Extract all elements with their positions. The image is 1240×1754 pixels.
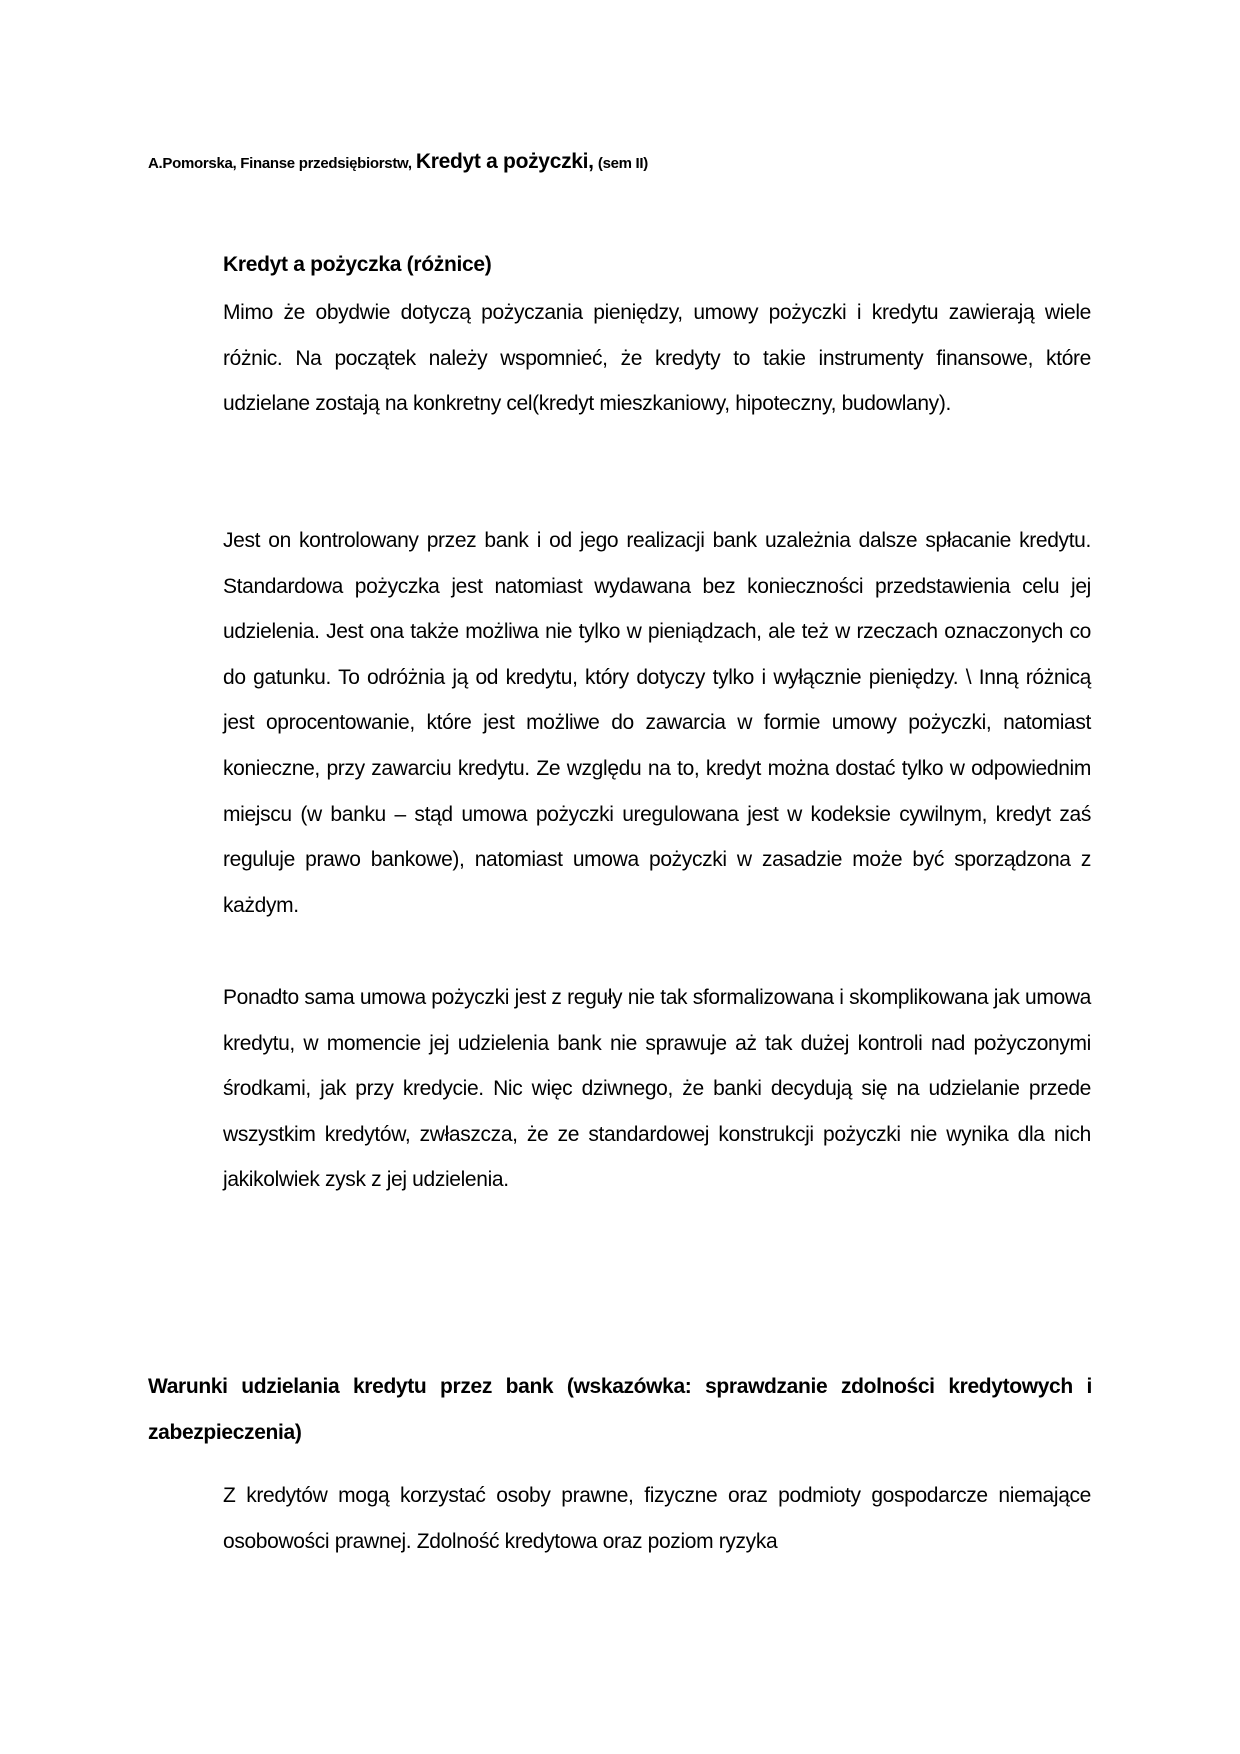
paragraph-differences-intro: Mimo że obydwie dotyczą pożyczania pieniędzy, umowy pożyczki i kredytu zawierają wiele różnic. Na początek należy wspomnieć, że kredyty to takie instrumenty finansowe, które udzielane zostają na konkretny cel(kredyt mieszkaniowy, hipoteczny, budowlany). (223, 301, 1091, 416)
section-heading-credit-conditions: Warunki udzielania kredytu przez bank (wskazówka: sprawdzanie zdolności kredytowych i zabezpieczenia) (148, 1375, 1092, 1444)
paragraph-credit-conditions: Z kredytów mogą korzystać osoby prawne, fizyczne oraz podmioty gospodarcze niemające osobowości prawnej. Zdolność kredytowa oraz poziom ryzyka (223, 1484, 1091, 1553)
header-author-course: A.Pomorska, Finanse przedsiębiorstw, (148, 155, 412, 172)
document-header (148, 150, 648, 174)
paragraph-differences-summary: Ponadto sama umowa pożyczki jest z reguły nie tak sformalizowana i skomplikowana jak umowa kredytu, w momencie jej udzielenia bank nie sprawuje aż tak dużej kontroli nad pożyczonymi środkami, jak przy kredycie. Nic więc dziwnego, że banki decydują się na udzielanie przede wszystkim kredytów, zwłaszcza, że ze standardowej konstrukcji pożyczki nie wynika dla nich jakikolwiek zysk z jej udzielenia. (223, 986, 1091, 1192)
paragraph-differences-details: Jest on kontrolowany przez bank i od jego realizacji bank uzależnia dalsze spłacanie kredytu. Standardowa pożyczka jest natomiast wydawana bez konieczności przedstawienia celu jej udzielenia. Jest ona także możliwa nie tylko w pieniądzach, ale też w rzeczach oznaczonych co do gatunku. To odróżnia ją od kredytu, który dotyczy tylko i wyłącznie pieniędzy. \ Inną różnicą jest oprocentowanie, które jest możliwe do zawarcia w formie umowy pożyczki, natomiast konieczne, przy zawarciu kredytu. Ze względu na to, kredyt można dostać tylko w odpowiednim miejscu (w banku – stąd umowa pożyczki uregulowana jest w kodeksie cywilnym, kredyt zaś reguluje prawo bankowe), natomiast umowa pożyczki w zasadzie może być sporządzona z każdym. (223, 529, 1091, 917)
header-topic: Kredyt a pożyczki, (415, 150, 594, 173)
section-heading-differences: Kredyt a pożyczka (różnice) (223, 253, 492, 276)
header-semester: (sem II) (597, 155, 648, 172)
